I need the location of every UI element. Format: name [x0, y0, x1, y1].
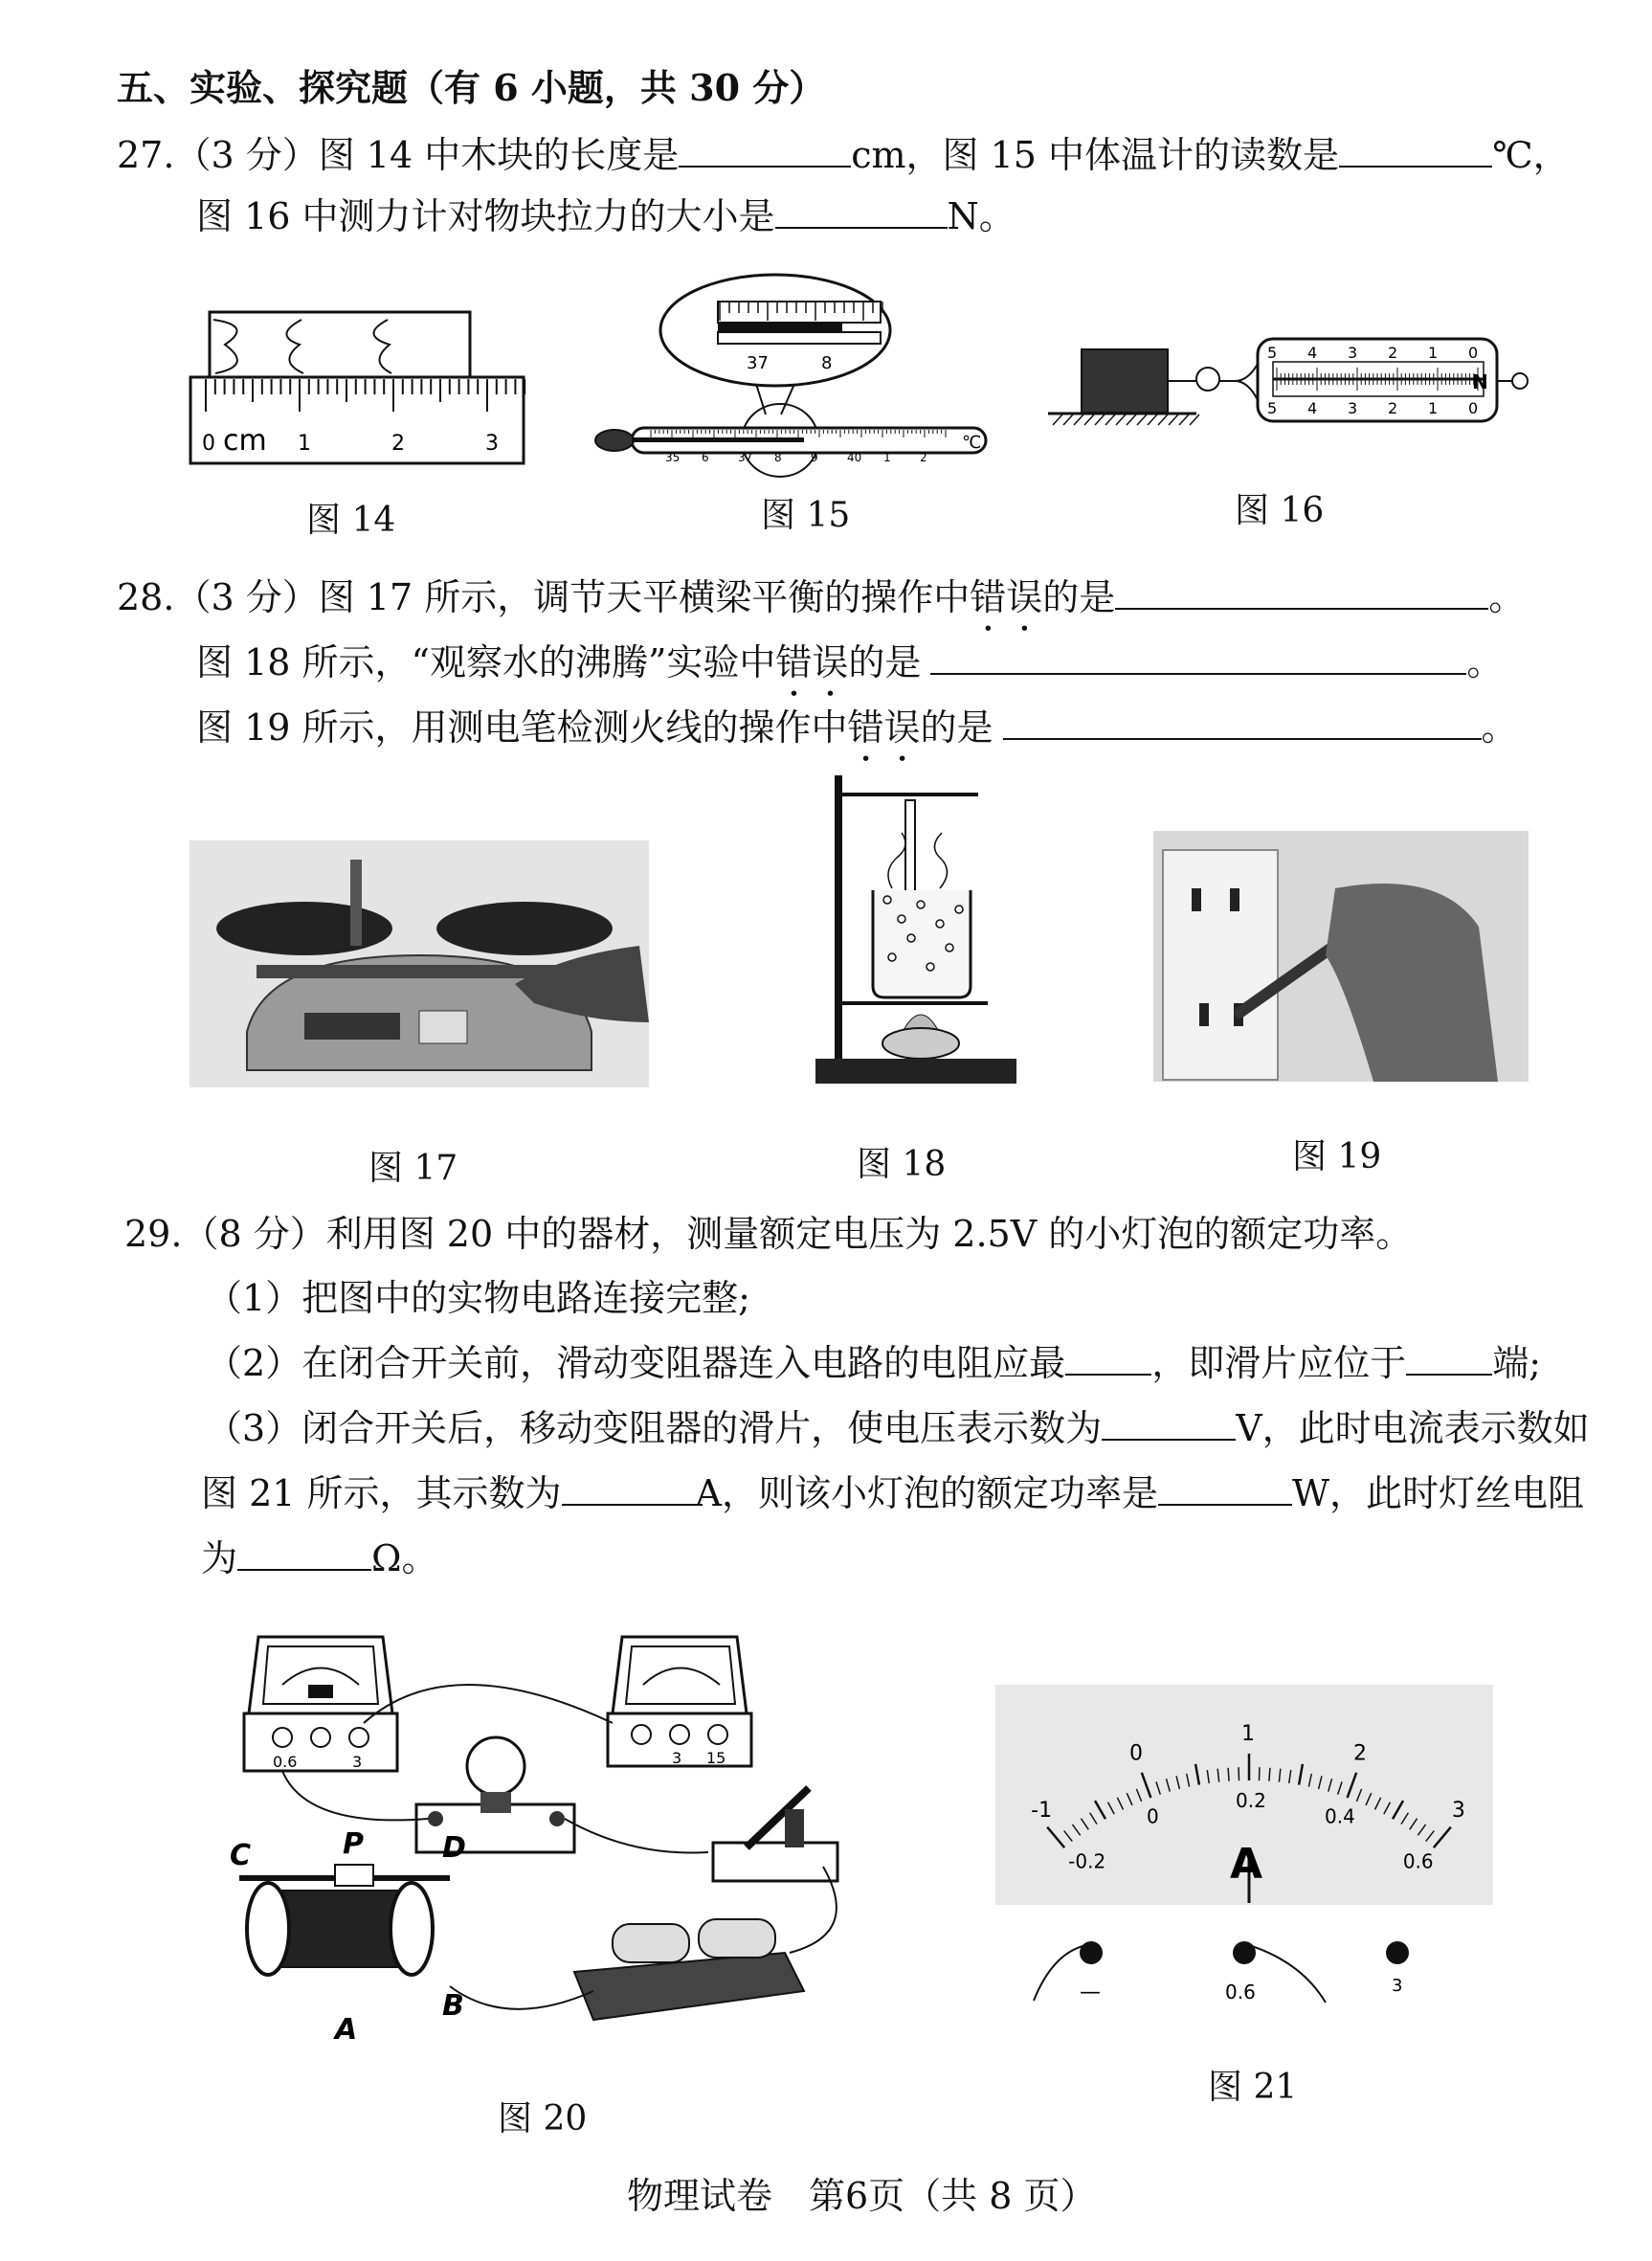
answer-blank[interactable] — [562, 1471, 696, 1506]
wall-socket — [1163, 850, 1278, 1080]
ruler-tick-label: 1 — [298, 432, 311, 456]
answer-blank[interactable] — [1158, 1471, 1292, 1506]
question-29-step-3: （3）闭合开关后，移动变阻器的滑片，使电压表示数为 V，此时电流表示数如 — [206, 1407, 1590, 1449]
rheostat-label-d: D — [442, 1831, 466, 1865]
terminal-3 — [1386, 1941, 1409, 1964]
thermometer-bulb — [595, 430, 634, 451]
ruler-tick-label: 3 — [485, 432, 499, 456]
thermo-scale-label: 40 — [847, 451, 862, 464]
terminal-label: 3 — [1392, 1976, 1403, 1996]
question-28-line-3: 图 19 所示，用测电笔检测火线的操作中错误的是 。 — [196, 706, 1518, 749]
answer-blank[interactable] — [1115, 575, 1488, 610]
figure-17-caption: 图 17 — [368, 1149, 458, 1188]
rheostat-label-p: P — [343, 1827, 364, 1861]
ruler-tick-label: 2 — [391, 432, 405, 456]
dial-inner-label: 0.4 — [1325, 1804, 1355, 1828]
spring-scale-label: 1 — [1428, 399, 1439, 417]
answer-blank[interactable] — [237, 1536, 371, 1571]
spring-scale-label: 3 — [1348, 344, 1358, 362]
figure-15-caption: 图 15 — [761, 496, 851, 535]
thermo-scale-label: 6 — [702, 451, 709, 464]
question-28-line-2: 图 18 所示，“观察水的沸腾”实验中错误的是 。 — [196, 641, 1504, 683]
block — [1082, 349, 1168, 413]
spring-unit: N — [1472, 370, 1488, 393]
boiling-apparatus — [815, 766, 1016, 1096]
answer-blank[interactable] — [1065, 1341, 1151, 1376]
figure-19-caption: 图 19 — [1292, 1137, 1382, 1176]
dial-inner-label: 0.2 — [1236, 1789, 1266, 1812]
spring-scale-label: 0 — [1468, 344, 1479, 362]
dial-outer-label: 2 — [1352, 1741, 1367, 1766]
thermo-scale-label: 1 — [883, 451, 891, 464]
dial-outer-label: -1 — [1031, 1799, 1053, 1824]
rheostat-label-c: C — [230, 1839, 252, 1872]
spring-scale-label: 5 — [1267, 399, 1278, 417]
spring-scale-label: 5 — [1267, 344, 1278, 362]
balance-photo — [190, 840, 649, 1087]
thermometer-figure — [593, 273, 995, 483]
answer-blank[interactable] — [1339, 133, 1492, 168]
terminal-label: — — [1080, 1981, 1101, 2004]
thermo-scale-label: 2 — [920, 451, 927, 464]
dial-inner-label: -0.2 — [1068, 1849, 1106, 1873]
answer-blank[interactable] — [1102, 1406, 1236, 1441]
thermo-scale-label: 8 — [774, 451, 782, 464]
emphasis-text: 错误 — [970, 576, 1043, 618]
wood-block — [210, 312, 470, 377]
zoom-label: 37 — [747, 353, 769, 373]
thermo-scale-label: 37 — [738, 451, 753, 464]
emphasis-text: 错误 — [847, 706, 921, 749]
question-28-line-1: 28.（3 分）图 17 所示，调节天平横梁平衡的操作中错误的是 。 — [117, 576, 1526, 618]
ruler-figure — [187, 306, 531, 469]
spring-scale-label: 4 — [1307, 399, 1318, 417]
ruler-unit: cm — [223, 424, 267, 458]
rheostat-label-a: A — [335, 2013, 358, 2047]
spring-scale-figure — [1043, 325, 1541, 440]
figure-18-caption: 图 18 — [857, 1145, 947, 1184]
spring-scale-label: 2 — [1388, 399, 1398, 417]
question-number: 28. — [117, 576, 175, 618]
spring-scale-label: 4 — [1307, 344, 1318, 362]
question-29-intro: 29.（8 分）利用图 20 中的器材，测量额定电压为 2.5V 的小灯泡的额定功率。 — [124, 1213, 1413, 1255]
terminal-0-6 — [1233, 1941, 1256, 1964]
answer-blank[interactable] — [1003, 705, 1482, 740]
dial-outer-label: 1 — [1241, 1722, 1255, 1746]
terminal-label: 0.6 — [1225, 1981, 1256, 2004]
answer-blank[interactable] — [930, 640, 1466, 675]
test-pen-photo — [1153, 831, 1529, 1082]
dial-inner-label: 0.6 — [1402, 1849, 1434, 1873]
figure-16-caption: 图 16 — [1235, 491, 1325, 530]
circuit-figure — [230, 1627, 919, 2077]
spring-scale-label: 3 — [1348, 399, 1358, 417]
question-29-step-1: （1）把图中的实物电路连接完整; — [206, 1277, 750, 1319]
answer-blank[interactable] — [1406, 1341, 1492, 1376]
spring-scale-label: 0 — [1468, 399, 1479, 417]
ruler-tick-label: 0 — [202, 432, 215, 456]
question-number: 27. — [117, 134, 175, 176]
rheostat-label-b: B — [442, 1989, 464, 2023]
question-27-line-1: 27.（3 分）图 14 中木块的长度是 cm，图 15 中体温计的读数是 ℃， — [117, 134, 1570, 176]
page-footer: 物理试卷 第6页（共 8 页） — [627, 2175, 1097, 2217]
ammeter-dial-figure — [995, 1666, 1503, 2048]
question-29-line-4: 图 21 所示，其示数为 A，则该小灯泡的额定功率是 W，此时灯丝电阻 — [201, 1472, 1585, 1514]
spring-scale-label: 1 — [1428, 344, 1439, 362]
figure-21-caption: 图 21 — [1208, 2068, 1298, 2107]
figure-14-caption: 图 14 — [306, 501, 396, 540]
thermo-scale-label: 9 — [811, 451, 818, 464]
answer-blank[interactable] — [775, 194, 948, 229]
dial-outer-label: 3 — [1451, 1799, 1465, 1824]
dial-outer-label: 0 — [1129, 1741, 1144, 1766]
terminal-label: 3 — [352, 1753, 363, 1771]
terminal-label: 0.6 — [273, 1753, 298, 1771]
figure-20-caption: 图 20 — [498, 2099, 588, 2138]
thermo-unit: ℃ — [962, 433, 982, 453]
section-title: 五、实验、探究题（有 6 小题，共 30 分） — [117, 66, 826, 109]
question-29-step-2: （2）在闭合开关前，滑动变阻器连入电路的电阻应最 ，即滑片应位于 端; — [206, 1342, 1542, 1384]
thermo-scale-label: 35 — [665, 451, 681, 464]
terminal-label: 15 — [706, 1749, 726, 1767]
spring-scale-label: 2 — [1388, 344, 1398, 362]
answer-blank[interactable] — [679, 133, 851, 168]
terminal-label: 3 — [672, 1749, 682, 1767]
terminal-negative — [1080, 1941, 1103, 1964]
dial-inner-label: 0 — [1146, 1804, 1159, 1828]
question-29-line-5: 为 Ω。 — [201, 1537, 438, 1579]
ammeter-unit: A — [1230, 1840, 1263, 1889]
emphasis-text: 错误 — [775, 641, 849, 683]
zoom-label: 8 — [821, 353, 833, 373]
question-number: 29. — [124, 1213, 183, 1255]
question-27-line-2: 图 16 中测力计对物块拉力的大小是 N。 — [196, 195, 1016, 237]
